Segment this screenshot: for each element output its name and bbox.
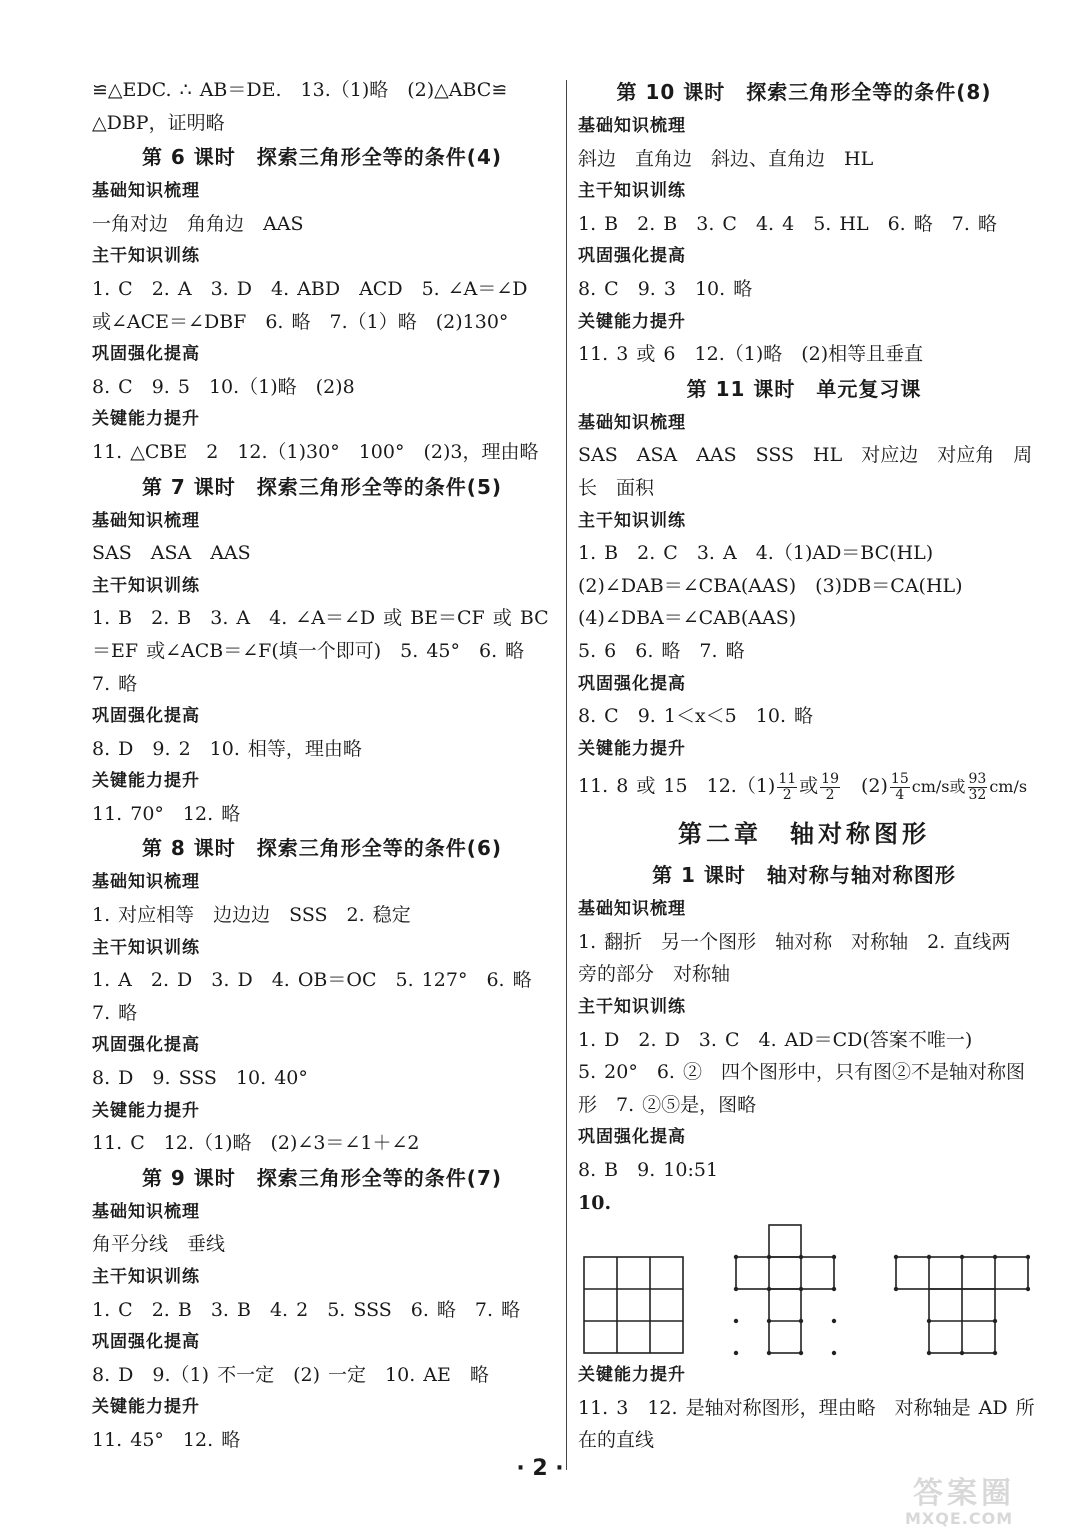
answer-line: 11. 70° 12. 略 xyxy=(92,802,241,825)
section-heading: 主干知识训练 xyxy=(578,181,686,202)
answer-text: (2) xyxy=(842,775,888,798)
answer-line: 旁的部分 对称轴 xyxy=(578,963,731,986)
section-heading: 基础知识梳理 xyxy=(578,412,686,433)
answer-line: 5. 20° 6. ② 四个图形中，只有图②不是轴对称图 xyxy=(578,1061,1026,1084)
answer-line: 11. △CBE 2 12.（1)30° 100° (2)3，理由略 xyxy=(92,440,539,463)
watermark-url: MXQE.COM xyxy=(905,1509,1014,1528)
section-heading: 基础知识梳理 xyxy=(578,116,686,136)
answer-line: 1. C 2. B 3. B 4. 2 5. SSS 6. 略 7. 略 xyxy=(92,1298,521,1321)
column-divider xyxy=(566,80,567,1470)
section-heading: 关键能力提升 xyxy=(92,1100,200,1121)
section-heading: 基础知识梳理 xyxy=(92,1201,200,1222)
section-heading: 主干知识训练 xyxy=(578,997,686,1018)
answer-line: 1. B 2. B 3. A 4. ∠A＝∠D 或 BE＝CF 或 BC xyxy=(92,607,549,630)
answer-line: 1. B 2. C 3. A 4.（1)AD＝BC(HL) xyxy=(578,542,934,565)
lesson-title: 第 9 课时 探索三角形全等的条件(7) xyxy=(141,1165,503,1190)
section-heading: 巩固强化提高 xyxy=(578,246,686,267)
section-heading: 基础知识梳理 xyxy=(92,510,200,531)
answer-line: 1. B 2. B 3. C 4. 4 5. HL 6. 略 7. 略 xyxy=(578,212,997,235)
answer-line: 11. C 12.（1)略 (2)∠3＝∠1＋∠2 xyxy=(92,1132,420,1155)
grid-figure-2 xyxy=(736,1225,834,1353)
section-heading: 关键能力提升 xyxy=(92,409,200,430)
answer-line: 8. D 9. SSS 10. 40° xyxy=(92,1067,308,1090)
section-heading: 主干知识训练 xyxy=(92,937,200,958)
answer-line: SAS ASA AAS xyxy=(92,542,251,565)
answer-line: 1. 翻折 另一个图形 轴对称 对称轴 2. 直线两 xyxy=(578,930,1011,953)
chapter-title: 第二章 轴对称图形 xyxy=(678,820,930,849)
answer-line: 或∠ACE＝∠DBF 6. 略 7.（1）略 (2)130° xyxy=(92,310,509,333)
answer-line: 形 7. ②⑤是，图略 xyxy=(578,1093,757,1116)
answer-line: 一角对边 角角边 AAS xyxy=(92,212,304,235)
answer-line: 8. D 9.（1) 不一定 (2) 一定 10. AE 略 xyxy=(92,1363,489,1386)
fraction-numerator: 93 xyxy=(968,770,987,787)
continued-answer-line: △DBP，证明略 xyxy=(92,111,225,134)
fraction-denominator: 2 xyxy=(782,786,792,803)
section-heading: 关键能力提升 xyxy=(578,1365,686,1386)
answer-line: 10. xyxy=(578,1191,612,1214)
answer-line: 在的直线 xyxy=(578,1429,655,1452)
fraction xyxy=(968,772,988,803)
answer-line: 8. D 9. 2 10. 相等，理由略 xyxy=(92,737,362,760)
grid-figure-1 xyxy=(584,1257,683,1353)
continued-answer-line: ≌△EDC. ∴ AB＝DE. 13.（1)略 (2)△ABC≌ xyxy=(92,79,508,101)
answer-line-with-fractions xyxy=(578,765,1030,807)
answer-line: 角平分线 垂线 xyxy=(92,1233,226,1256)
section-heading: 巩固强化提高 xyxy=(92,1332,200,1353)
section-heading: 主干知识训练 xyxy=(92,575,200,596)
lesson-title: 第 10 课时 探索三角形全等的条件(8) xyxy=(616,80,992,104)
fraction xyxy=(777,772,797,803)
answer-line: 11. 45° 12. 略 xyxy=(92,1428,241,1451)
answer-line: 11. 3 12. 是轴对称图形，理由略 对称轴是 AD 所 xyxy=(578,1396,1035,1419)
section-heading: 主干知识训练 xyxy=(92,246,200,267)
lesson-title: 第 8 课时 探索三角形全等的条件(6) xyxy=(141,836,503,861)
section-heading: 巩固强化提高 xyxy=(578,673,686,694)
page-number: · 2 · xyxy=(516,1456,564,1481)
section-heading: 基础知识梳理 xyxy=(92,181,200,202)
section-heading: 基础知识梳理 xyxy=(92,872,200,893)
watermark-text: 答案圈 xyxy=(913,1476,1015,1511)
fraction-numerator: 11 xyxy=(778,770,797,787)
section-heading: 关键能力提升 xyxy=(578,311,686,332)
answer-line: 7. 略 xyxy=(92,672,138,695)
answer-text: 或 xyxy=(799,775,819,798)
fraction-denominator: 4 xyxy=(895,786,905,803)
answer-line: 8. C 9. 5 10.（1)略 (2)8 xyxy=(92,375,355,398)
grid-figures-svg xyxy=(578,1219,1030,1359)
answer-line: 1. C 2. A 3. D 4. ABD ACD 5. ∠A＝∠D xyxy=(92,277,528,300)
answer-text: cm/s或 xyxy=(911,777,966,797)
left-column xyxy=(92,74,552,1457)
answer-line: 7. 略 xyxy=(92,1001,138,1024)
grid-figure-3 xyxy=(896,1257,1028,1353)
fraction-denominator: 2 xyxy=(825,786,835,803)
answer-line: 8. C 9. 1＜x＜5 10. 略 xyxy=(578,705,814,728)
answer-line: 11. 3 或 6 12.（1)略 (2)相等且垂直 xyxy=(578,343,924,366)
answer-text: cm/s xyxy=(989,777,1028,797)
answer-text: 11. 8 或 15 12.（1) xyxy=(578,775,776,798)
section-heading: 巩固强化提高 xyxy=(92,344,200,365)
answer-line: SAS ASA AAS SSS HL 对应边 对应角 周 xyxy=(578,444,1033,467)
lesson-title: 第 1 课时 轴对称与轴对称图形 xyxy=(652,863,956,888)
section-heading: 巩固强化提高 xyxy=(92,706,200,727)
section-heading: 巩固强化提高 xyxy=(92,1035,200,1056)
answer-line: 5. 6 6. 略 7. 略 xyxy=(578,639,745,662)
answer-line: ＝EF 或∠ACB＝∠F(填一个即可) 5. 45° 6. 略 xyxy=(92,639,525,662)
section-heading: 主干知识训练 xyxy=(578,510,686,531)
section-heading: 主干知识训练 xyxy=(92,1267,200,1287)
fraction-numerator: 15 xyxy=(890,770,909,787)
answer-line: 1. A 2. D 3. D 4. OB＝OC 5. 127° 6. 略 xyxy=(92,969,532,992)
answer-line: (2)∠DAB＝∠CBA(AAS) (3)DB＝CA(HL) xyxy=(578,574,963,597)
answer-line: 8. C 9. 3 10. 略 xyxy=(578,277,753,300)
grid-figure-2-dots xyxy=(734,1255,836,1355)
fraction-numerator: 19 xyxy=(821,770,839,787)
fraction xyxy=(890,772,910,803)
symmetry-grid-figures xyxy=(578,1219,1030,1359)
section-heading: 基础知识梳理 xyxy=(578,899,686,920)
answer-line: 1. D 2. D 3. C 4. AD＝CD(答案不唯一) xyxy=(578,1028,973,1051)
right-column xyxy=(578,74,1035,1457)
lesson-title: 第 6 课时 探索三角形全等的条件(4) xyxy=(141,145,503,170)
watermark-logo xyxy=(905,1478,1073,1530)
lesson-title: 第 7 课时 探索三角形全等的条件(5) xyxy=(141,474,503,499)
section-heading: 关键能力提升 xyxy=(92,771,200,792)
section-heading: 关键能力提升 xyxy=(92,1397,200,1418)
answer-line: 8. B 9. 10:51 xyxy=(578,1159,719,1182)
answer-line: 1. 对应相等 边边边 SSS 2. 稳定 xyxy=(92,904,411,927)
answer-line: 长 面积 xyxy=(578,476,655,499)
fraction xyxy=(820,772,840,803)
lesson-title: 第 11 课时 单元复习课 xyxy=(686,376,922,401)
answer-line: 斜边 直角边 斜边、直角边 HL xyxy=(578,147,874,170)
section-heading: 关键能力提升 xyxy=(578,738,686,759)
fraction-denominator: 32 xyxy=(968,786,987,803)
answer-line: (4)∠DBA＝∠CAB(AAS) xyxy=(578,607,797,630)
section-heading: 巩固强化提高 xyxy=(578,1127,686,1148)
